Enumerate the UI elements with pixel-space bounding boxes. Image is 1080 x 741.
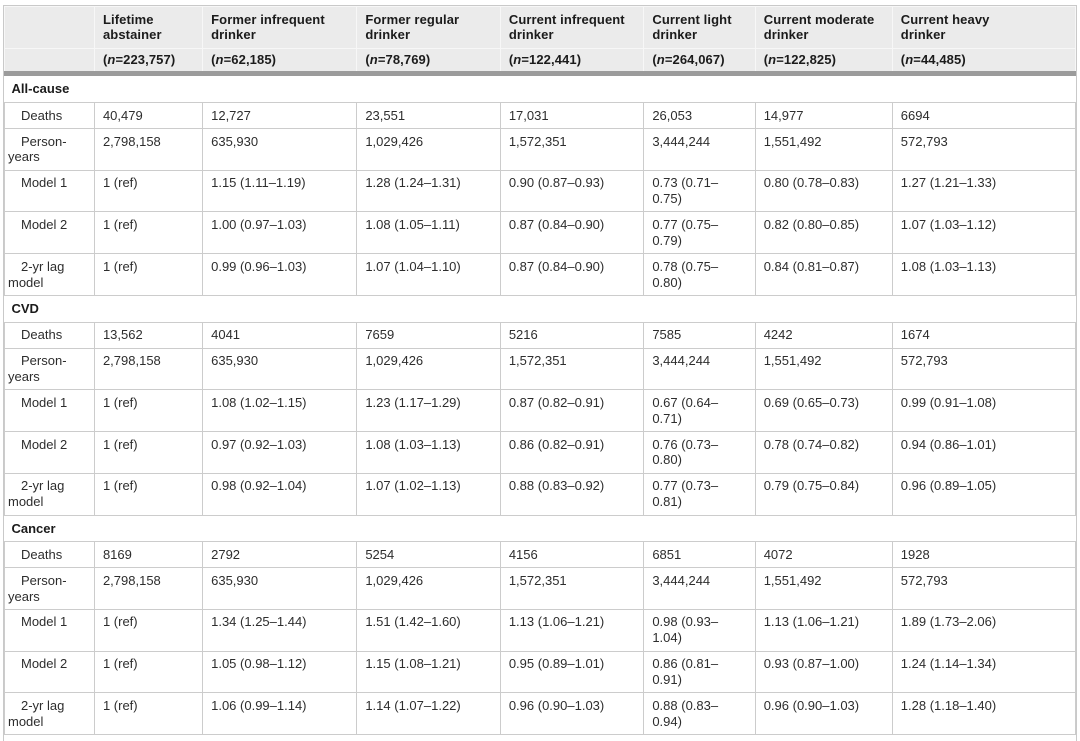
- table-cell: 1.13 (1.06–1.21): [755, 609, 892, 651]
- table-cell: 1.28 (1.24–1.31): [357, 170, 501, 212]
- table-cell: 1,572,351: [500, 568, 644, 610]
- table-cell: 1.34 (1.25–1.44): [203, 609, 357, 651]
- table-cell: 0.77 (0.73–0.81): [644, 473, 755, 515]
- section-header-row: [5, 295, 1076, 322]
- column-header: Lifetime abstainer: [94, 7, 202, 49]
- table-cell: 0.88 (0.83–0.94): [644, 693, 755, 735]
- table-cell: 0.98 (0.93–1.04): [644, 609, 755, 651]
- table-cell: 1.08 (1.05–1.11): [357, 212, 501, 254]
- table-row: [5, 170, 1076, 212]
- table-cell: 572,793: [892, 129, 1075, 171]
- table-row: [5, 542, 1076, 568]
- table-cell: 1 (ref): [94, 432, 202, 474]
- table-row: [5, 568, 1076, 610]
- table-cell: 0.94 (0.86–1.01): [892, 432, 1075, 474]
- table-cell: 0.87 (0.84–0.90): [500, 212, 644, 254]
- table-cell: 1 (ref): [94, 390, 202, 432]
- table-row: [5, 103, 1076, 129]
- table-cell: 0.88 (0.83–0.92): [500, 473, 644, 515]
- table-cell: 0.69 (0.65–0.73): [755, 390, 892, 432]
- table-cell: 3,444,244: [644, 129, 755, 171]
- table-cell: 2,798,158: [94, 568, 202, 610]
- table-cell: 5254: [357, 542, 501, 568]
- corner-cell: [5, 7, 95, 49]
- table-cell: 13,562: [94, 322, 202, 348]
- table-header: [5, 7, 1076, 74]
- table-cell: 1,029,426: [357, 568, 501, 610]
- column-header: Current light drinker: [644, 7, 755, 49]
- row-label: Model 2: [5, 651, 95, 693]
- table-cell: 0.97 (0.92–1.03): [203, 432, 357, 474]
- table-cell: 0.99 (0.96–1.03): [203, 254, 357, 296]
- sample-size: (n=44,485): [892, 49, 1075, 74]
- table-cell: 8169: [94, 542, 202, 568]
- table-cell: 572,793: [892, 348, 1075, 390]
- table-cell: 1,551,492: [755, 568, 892, 610]
- table-cell: 0.98 (0.92–1.04): [203, 473, 357, 515]
- table-cell: 1.51 (1.42–1.60): [357, 609, 501, 651]
- table-cell: 0.96 (0.89–1.05): [892, 473, 1075, 515]
- table-cell: 0.78 (0.75–0.80): [644, 254, 755, 296]
- table-cell: 6694: [892, 103, 1075, 129]
- table-row: [5, 432, 1076, 474]
- table-cell: 0.99 (0.91–1.08): [892, 390, 1075, 432]
- table-cell: 0.86 (0.81–0.91): [644, 651, 755, 693]
- table-cell: 4041: [203, 322, 357, 348]
- row-label: 2-yr lag model: [5, 693, 95, 735]
- table-cell: 0.95 (0.89–1.01): [500, 651, 644, 693]
- section-title: CVD: [5, 295, 1076, 322]
- table-cell: 0.77 (0.75–0.79): [644, 212, 755, 254]
- section-title: All-cause: [5, 74, 1076, 103]
- row-label: 2-yr lag model: [5, 473, 95, 515]
- column-header: Current heavy drinker: [892, 7, 1075, 49]
- table-cell: 1.15 (1.11–1.19): [203, 170, 357, 212]
- table-cell: 0.73 (0.71–0.75): [644, 170, 755, 212]
- table-cell: 17,031: [500, 103, 644, 129]
- table-cell: 1.07 (1.03–1.12): [892, 212, 1075, 254]
- sample-size: (n=122,441): [500, 49, 644, 74]
- table-cell: 1.13 (1.06–1.21): [500, 609, 644, 651]
- row-label: Deaths: [5, 542, 95, 568]
- table-row: [5, 473, 1076, 515]
- table-container: [3, 5, 1077, 741]
- table-cell: 0.78 (0.74–0.82): [755, 432, 892, 474]
- table-row: [5, 254, 1076, 296]
- table-cell: 0.90 (0.87–0.93): [500, 170, 644, 212]
- table-cell: 1 (ref): [94, 609, 202, 651]
- table-cell: 1.15 (1.08–1.21): [357, 651, 501, 693]
- table-cell: 635,930: [203, 129, 357, 171]
- table-cell: 1 (ref): [94, 473, 202, 515]
- table-cell: 12,727: [203, 103, 357, 129]
- table-cell: 1.14 (1.07–1.22): [357, 693, 501, 735]
- section-title: Cancer: [5, 515, 1076, 542]
- table-cell: 1.05 (0.98–1.12): [203, 651, 357, 693]
- table-cell: 1674: [892, 322, 1075, 348]
- row-label: Person-years: [5, 568, 95, 610]
- table-cell: 1.00 (0.97–1.03): [203, 212, 357, 254]
- table-cell: 572,793: [892, 568, 1075, 610]
- table-cell: 5216: [500, 322, 644, 348]
- table-cell: 1.07 (1.04–1.10): [357, 254, 501, 296]
- row-label: Deaths: [5, 322, 95, 348]
- row-label: Model 1: [5, 390, 95, 432]
- sample-size: (n=223,757): [94, 49, 202, 74]
- table-row: [5, 348, 1076, 390]
- sample-size-row: [5, 49, 1076, 74]
- table-cell: 1 (ref): [94, 254, 202, 296]
- table-cell: 1 (ref): [94, 212, 202, 254]
- table-cell: 1.27 (1.21–1.33): [892, 170, 1075, 212]
- table-cell: 3,444,244: [644, 348, 755, 390]
- table-body: [5, 74, 1076, 735]
- section-header-row: [5, 515, 1076, 542]
- table-cell: 1 (ref): [94, 693, 202, 735]
- table-cell: 1.23 (1.17–1.29): [357, 390, 501, 432]
- column-header-row: [5, 7, 1076, 49]
- table-cell: 1,029,426: [357, 129, 501, 171]
- row-label: Person-years: [5, 129, 95, 171]
- table-cell: 1 (ref): [94, 170, 202, 212]
- section-header-row: [5, 74, 1076, 103]
- table-cell: 2,798,158: [94, 348, 202, 390]
- table-cell: 1.89 (1.73–2.06): [892, 609, 1075, 651]
- table-cell: 1 (ref): [94, 651, 202, 693]
- table-cell: 1.06 (0.99–1.14): [203, 693, 357, 735]
- table-cell: 0.80 (0.78–0.83): [755, 170, 892, 212]
- table-cell: 1,572,351: [500, 348, 644, 390]
- table-cell: 7659: [357, 322, 501, 348]
- table-cell: 1,029,426: [357, 348, 501, 390]
- table-cell: 1,551,492: [755, 129, 892, 171]
- row-label: Model 2: [5, 432, 95, 474]
- table-cell: 40,479: [94, 103, 202, 129]
- table-row: [5, 212, 1076, 254]
- table-cell: 0.93 (0.87–1.00): [755, 651, 892, 693]
- row-label: Model 2: [5, 212, 95, 254]
- table-cell: 1.08 (1.03–1.13): [357, 432, 501, 474]
- column-header: Current moderate drinker: [755, 7, 892, 49]
- table-row: [5, 609, 1076, 651]
- table-cell: 2792: [203, 542, 357, 568]
- corner-cell: [5, 49, 95, 74]
- sample-size: (n=122,825): [755, 49, 892, 74]
- table-cell: 1.24 (1.14–1.34): [892, 651, 1075, 693]
- table-cell: 0.96 (0.90–1.03): [755, 693, 892, 735]
- sample-size: (n=264,067): [644, 49, 755, 74]
- table-cell: 14,977: [755, 103, 892, 129]
- column-header: Former infrequent drinker: [203, 7, 357, 49]
- table-cell: 26,053: [644, 103, 755, 129]
- table-cell: 1.28 (1.18–1.40): [892, 693, 1075, 735]
- table-cell: 1928: [892, 542, 1075, 568]
- table-row: [5, 322, 1076, 348]
- table-row: [5, 129, 1076, 171]
- table-cell: 0.87 (0.84–0.90): [500, 254, 644, 296]
- row-label: 2-yr lag model: [5, 254, 95, 296]
- row-label: Deaths: [5, 103, 95, 129]
- table-row: [5, 651, 1076, 693]
- sample-size: (n=62,185): [203, 49, 357, 74]
- table-cell: 0.79 (0.75–0.84): [755, 473, 892, 515]
- table-cell: 1.08 (1.02–1.15): [203, 390, 357, 432]
- row-label: Model 1: [5, 609, 95, 651]
- table-cell: 4072: [755, 542, 892, 568]
- table-cell: 0.96 (0.90–1.03): [500, 693, 644, 735]
- table-cell: 0.87 (0.82–0.91): [500, 390, 644, 432]
- table-cell: 3,444,244: [644, 568, 755, 610]
- row-label: Model 1: [5, 170, 95, 212]
- table-cell: 0.82 (0.80–0.85): [755, 212, 892, 254]
- row-label: Person-years: [5, 348, 95, 390]
- table-cell: 635,930: [203, 348, 357, 390]
- table-cell: 6851: [644, 542, 755, 568]
- table-cell: 0.67 (0.64–0.71): [644, 390, 755, 432]
- table-cell: 7585: [644, 322, 755, 348]
- column-header: Former regular drinker: [357, 7, 501, 49]
- table-cell: 0.76 (0.73–0.80): [644, 432, 755, 474]
- table-cell: 0.84 (0.81–0.87): [755, 254, 892, 296]
- sample-size: (n=78,769): [357, 49, 501, 74]
- table-row: [5, 693, 1076, 735]
- table-cell: 635,930: [203, 568, 357, 610]
- table-cell: 1.07 (1.02–1.13): [357, 473, 501, 515]
- table-cell: 23,551: [357, 103, 501, 129]
- table-cell: 4156: [500, 542, 644, 568]
- table-row: [5, 390, 1076, 432]
- table-cell: 1.08 (1.03–1.13): [892, 254, 1075, 296]
- table-cell: 1,572,351: [500, 129, 644, 171]
- column-header: Current infrequent drinker: [500, 7, 644, 49]
- table-cell: 0.86 (0.82–0.91): [500, 432, 644, 474]
- table-cell: 1,551,492: [755, 348, 892, 390]
- table-cell: 4242: [755, 322, 892, 348]
- table-cell: 2,798,158: [94, 129, 202, 171]
- hazard-ratios-table: [4, 6, 1076, 735]
